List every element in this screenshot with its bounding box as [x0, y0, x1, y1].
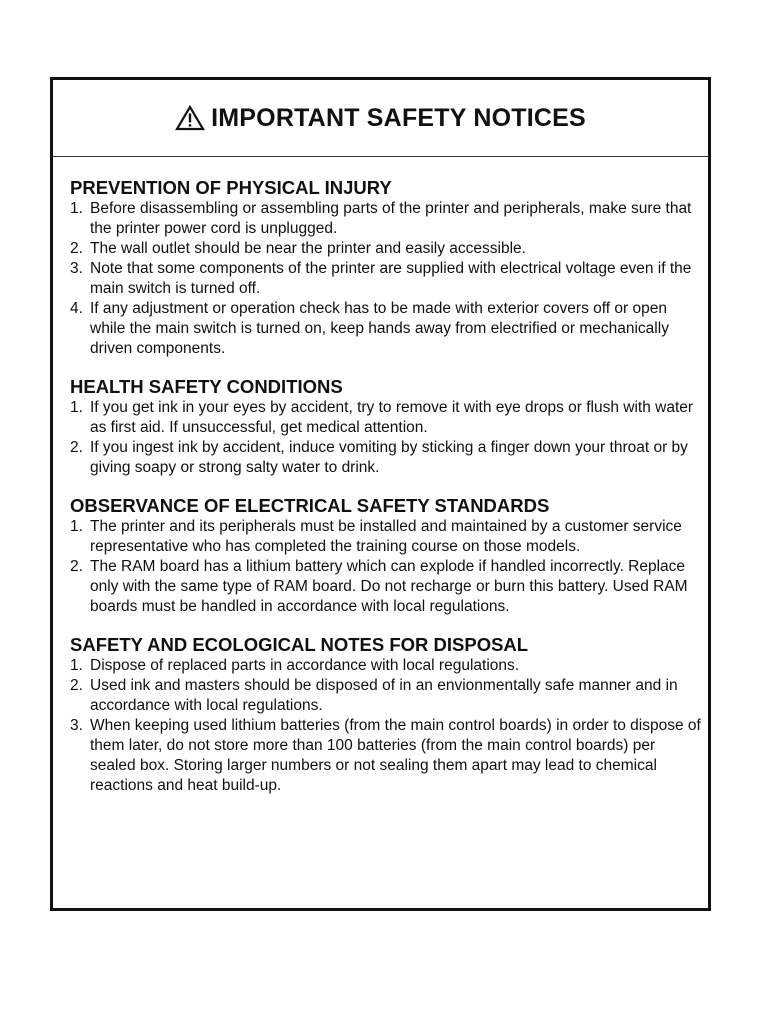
notice-section — [70, 177, 708, 359]
list-item-number: 3. — [70, 260, 83, 277]
numbered-list — [70, 398, 708, 478]
list-item-number: 2. — [70, 558, 83, 575]
list-item-text: If any adjustment or operation check has to be made with exterior covers off or open while the main switch is turned on, keep hands away from electrified or mechanically driven components. — [90, 300, 669, 357]
list-item — [70, 259, 708, 299]
list-item-text: If you ingest ink by accident, induce vomiting by sticking a finger down your throat or by giving soapy or strong salty water to drink. — [90, 439, 688, 476]
notice-section — [70, 495, 708, 617]
list-item — [70, 557, 708, 617]
list-item-number: 1. — [70, 399, 83, 416]
list-item — [70, 517, 708, 557]
list-item — [70, 676, 708, 716]
list-item-number: 4. — [70, 300, 83, 317]
numbered-list — [70, 656, 708, 796]
notice-section — [70, 376, 708, 478]
list-item-text: The RAM board has a lithium battery which can explode if handled incorrectly. Replace only with the same type of RAM board. Do not recharge or burn this battery. Used RAM boards must be handled in accordance with local regulations. — [90, 558, 688, 615]
warning-triangle-icon — [175, 105, 205, 131]
list-item — [70, 438, 708, 478]
list-item — [70, 299, 708, 359]
list-item-text: If you get ink in your eyes by accident, try to remove it with eye drops or flush with water as first aid. If unsuccessful, get medical attention. — [90, 399, 694, 436]
list-item-text: When keeping used lithium batteries (from the main control boards) in order to dispose of them later, do not store more than 100 batteries (from the main control boards) per sealed box. Storing larger numbers or not sealing them apart may lead to chemical reactions and heat build-up. — [90, 717, 701, 794]
list-item-text: Before disassembling or assembling parts of the printer and peripherals, make sure that the printer power cord is unplugged. — [90, 200, 692, 237]
list-item-number: 2. — [70, 240, 83, 257]
list-item — [70, 239, 708, 259]
section-heading: SAFETY AND ECOLOGICAL NOTES FOR DISPOSAL — [70, 634, 529, 655]
list-item — [70, 656, 708, 676]
list-item-text: Dispose of replaced parts in accordance with local regulations. — [90, 657, 520, 674]
list-item-number: 1. — [70, 657, 83, 674]
list-item — [70, 199, 708, 239]
numbered-list — [70, 199, 708, 359]
notice-section — [70, 634, 708, 796]
section-heading: HEALTH SAFETY CONDITIONS — [70, 376, 343, 397]
list-item-text: Note that some components of the printer are supplied with electrical voltage even if the main switch is turned off. — [90, 260, 692, 297]
section-heading: PREVENTION OF PHYSICAL INJURY — [70, 177, 392, 198]
list-item-number: 2. — [70, 439, 83, 456]
notice-header — [53, 80, 708, 157]
list-item-number: 1. — [70, 518, 83, 535]
list-item — [70, 398, 708, 438]
section-heading: OBSERVANCE OF ELECTRICAL SAFETY STANDARDS — [70, 495, 550, 516]
list-item-text: The printer and its peripherals must be installed and maintained by a customer service representative who has completed the training course on those models. — [90, 518, 682, 555]
list-item-number: 1. — [70, 200, 83, 217]
numbered-list — [70, 517, 708, 617]
safety-notice-frame — [50, 77, 711, 911]
list-item-number: 2. — [70, 677, 83, 694]
list-item-text: Used ink and masters should be disposed of in an envionmentally safe manner and in accordance with local regulations. — [90, 677, 678, 714]
list-item — [70, 716, 708, 796]
notice-body — [53, 157, 708, 796]
list-item-number: 3. — [70, 717, 83, 734]
list-item-text: The wall outlet should be near the printer and easily accessible. — [90, 240, 526, 257]
page-title: IMPORTANT SAFETY NOTICES — [211, 103, 586, 132]
title-wrap — [175, 104, 586, 133]
